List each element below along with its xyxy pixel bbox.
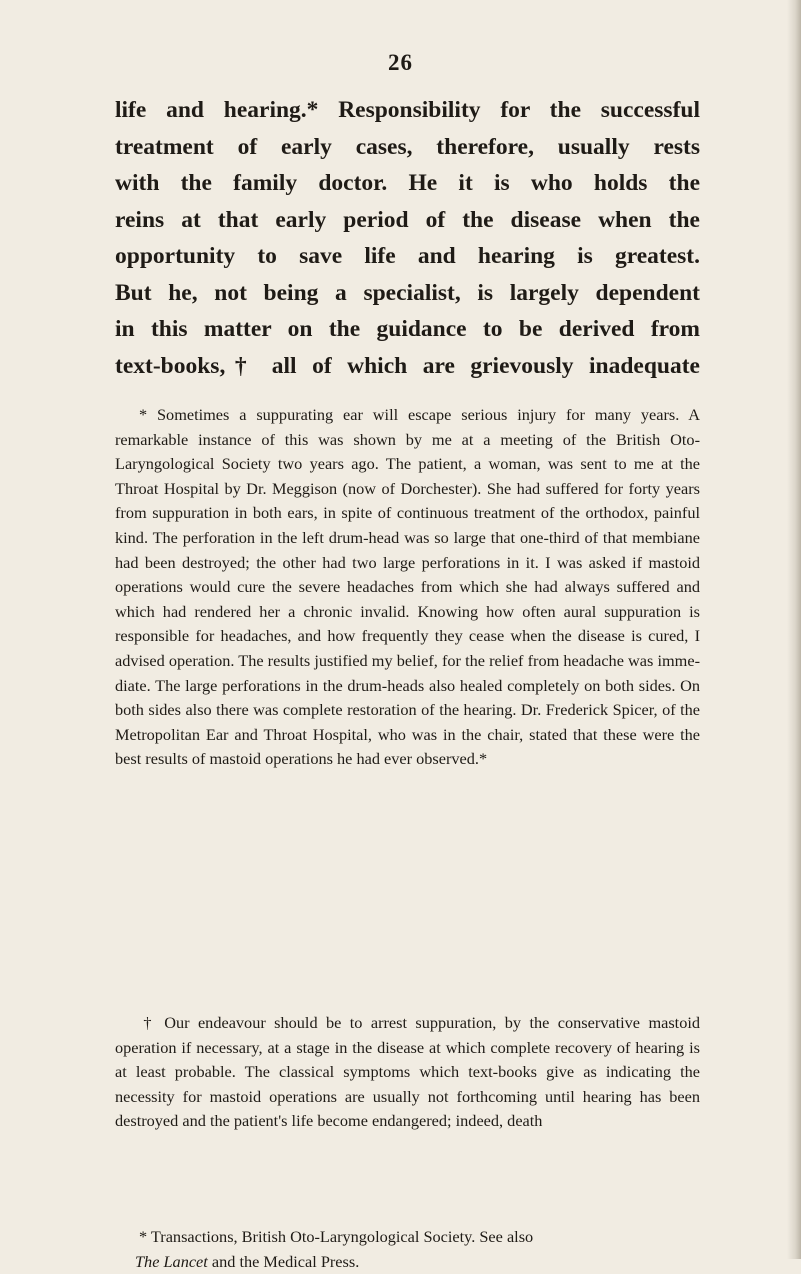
page-number: 26 [388,50,413,75]
footnote-reference-rest: and the Medical Press. [207,1251,360,1271]
body-line: opportunity to save life and hearing is greatest. [115,243,700,269]
body-line: with the family doctor. He it is who holds the [115,170,700,196]
footnote-asterisk [115,403,700,772]
footnote-dagger [115,1011,700,1134]
footnote-reference-line1: * Transactions, British Oto-Laryngological Society. See also [139,1227,534,1246]
body-line: But he, not being a specialist, is largely dependent [115,279,700,306]
body-line: treatment of early cases, therefore, usually rests [115,133,700,160]
footnote-asterisk-text: * Sometimes a suppurating ear will escape serious injury for many years. A remarkable instance of this was shown by me at a meeting of the British Oto-Laryngological Society two years ago. The patient, a woman, was sent to me at the Throat Hospital by Dr. Meggison (now of Dorchester). She had suffered for forty years from suppuration in both ears, in spite of continuous treatment of the orthodox, painful kind. The perforation in the left drum-head was so large that one-third of that membiane had been destroyed; the other had two large perforations in it. I was asked if mastoid operations would cure the severe headaches from which she had always suffered and which had rendered her a chronic invalid. Knowing how often aural suppuration is responsible for headaches, and how frequently they cease when the disease is cured, I advised operation. The results justified my belief, for the relief from headache was imme-diate. The large perforations in the drum-heads also healed completely on both sides. On both sides also there was complete restoration of the hearing. Dr. Frederick Spicer, of the Metropolitan Ear and Throat Hospital, who was in the chair, stated that these were the best results of mastoid operations he had ever observed.* [115,405,700,769]
footnote-reference-line2 [115,1250,700,1274]
main-paragraph [115,92,700,384]
body-line: life and hearing.* Responsibility for the successful [115,97,700,123]
journal-title-lancet: The Lancet [135,1251,208,1271]
page-edge-shadow [787,0,801,1259]
footnote-dagger-text: † Our endeavour should be to arrest suppuration, by the conservative mastoid operation if necessary, at a stage in the disease at which complete recovery of hearing is at least probable. The classical symptoms which text-books give as indicating the necessity for mastoid operations are usually not forthcoming until hearing has been destroyed and the patient's life become endangered; indeed, death [115,1013,700,1131]
body-line: in this matter on the guidance to be derived from [115,316,700,342]
footnote-reference [115,1225,700,1274]
body-line: text-books,† all of which are grievously inadequate [115,352,700,379]
body-line: reins at that early period of the disease when the [115,206,700,233]
